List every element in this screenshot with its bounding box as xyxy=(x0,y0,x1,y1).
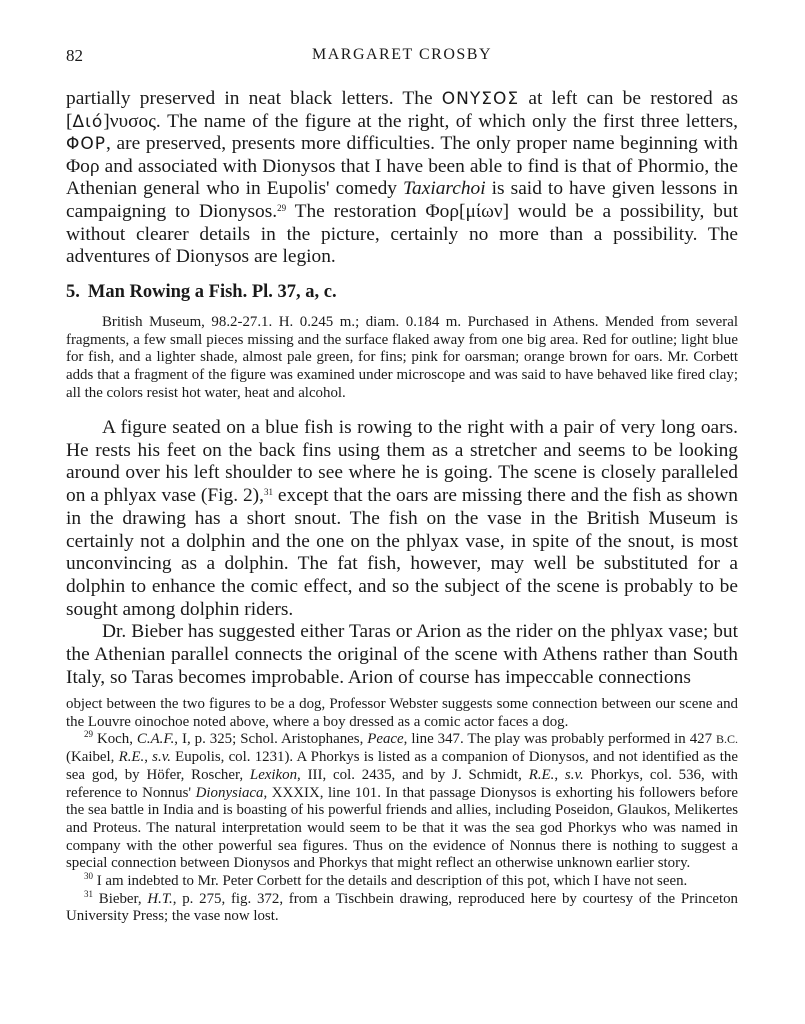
catalog-entry: British Museum, 98.2-27.1. H. 0.245 m.; diam. 0.184 m. Purchased in Athens. Mended from several fragments, a few small pieces missing and the surface flaked away from one big area. Red for outline; light blue for fish, and a lighter shade, almost pale green, for fins; pink for oarsman; orange brown for oars. Mr. Corbett adds that a fragment of the figure was examined under microscope and was said to have behaved like fired clay; all the colors resist hot water, heat and alcohol. xyxy=(66,314,738,401)
intro-text: is said to have given lessons in campaigning to Dionysos. xyxy=(66,178,738,222)
section-title: Man Rowing a Fish. Pl. 37, a, c. xyxy=(87,282,337,302)
footnote-text: (Kaibel, xyxy=(66,749,119,766)
body-text-run: except that the oars are missing there and the fish as shown in the drawing has a short snout. The fish on the vase in the British Museum is certainly not a dolphin and the one on the phlyax vase, in spite of the snout, is most unconvincing as a dolphin. The fat fish, however, may well be substituted for a dolphin to enhance the comic effect, and so the subject of the scene is probably to be sought among dolphin riders. xyxy=(66,485,739,620)
greek-word: Φορ xyxy=(66,155,100,177)
footnote-ref: 29 xyxy=(277,202,287,213)
footnote-carryover: object between the two figures to be a dog, Professor Webster suggests some connection between our scene and the Louvre oinochoe noted above, where a boy dressed as a comic actor faces a dog. xyxy=(66,696,738,730)
greek-word: Φορ[μίων] xyxy=(425,200,510,222)
body-text xyxy=(66,417,738,689)
work-title: Taxiarchoi xyxy=(403,178,486,200)
footnote-number: 29 xyxy=(84,729,93,740)
running-head: MARGARET CROSBY xyxy=(311,46,492,63)
footnote-text: B.C. xyxy=(716,732,739,747)
footnote-number: 30 xyxy=(84,871,93,882)
intro-paragraph xyxy=(66,88,738,269)
intro-text: . The name of the figure at the right, of which only the first three letters, xyxy=(155,110,738,132)
work-title: Dionysiaca xyxy=(195,784,264,801)
greek-word: ]νυσος xyxy=(103,110,156,132)
page-header xyxy=(66,46,738,70)
body-text-run: A figure seated on a blue fish is rowing to the right with a pair of very long oars. He rests his feet on the back fins using them as a stretcher and seems to be looking around over his left shoulder to see where he is going. The scene is closely paralleled on a phlyax vase (Fig. 2), xyxy=(66,417,738,507)
footnote-31 xyxy=(66,888,739,926)
citation-abbrev: s.v. xyxy=(564,766,584,783)
greek-restoration: Διό xyxy=(72,111,104,132)
citation-abbrev: C.A.F. xyxy=(136,731,175,748)
footnote-text: , I, p. 325; Schol. Aristophanes, xyxy=(174,731,368,748)
citation-abbrev: R.E. xyxy=(118,749,145,766)
intro-text: The restoration xyxy=(286,200,426,222)
intro-text: partially preserved in neat black letters. The xyxy=(66,88,442,109)
footnote-text: , line 347. The play was probably performed in 427 xyxy=(403,731,716,748)
intro-text: at left can be restored as [ xyxy=(66,88,738,132)
citation-abbrev: H.T. xyxy=(147,890,173,907)
footnote-text: Koch, xyxy=(93,731,137,748)
greek-inscription: ΦOP xyxy=(66,134,107,155)
footnote-text: , XXXIX, line 101. In that passage Dionysos is exhorting his followers before the sea battle in India and is boasting of his powerful friends and allies, including Poseidon, Glaukos, Melikertes and Proteus. The natural interpretation would seem to be that it was the sea god Phorkys who was named in company with the other powerful sea figures. Thus on the evidence of Nonnus there is nothing to suggest a special connection between Dionysos and Phorkys that might reflect an otherwise unknown earlier story. xyxy=(66,784,738,872)
section-number: 5. xyxy=(66,282,80,302)
greek-inscription: ONYΣOΣ xyxy=(441,89,520,109)
work-title: Peace xyxy=(367,731,404,748)
intro-text: and associated with Dionysos that I have been able to find is that of Phormio, the Athenian general who in Eupolis' comedy xyxy=(66,155,738,200)
citation-abbrev: R.E. xyxy=(528,766,555,783)
footnote-text: , xyxy=(144,749,153,766)
footnote-ref: 31 xyxy=(264,487,273,498)
footnote-number: 31 xyxy=(84,888,93,899)
body-paragraph: Dr. Bieber has suggested either Taras or Arion as the rider on the phlyax vase; but the Athenian parallel connects the original of the scene with Athens rather than South Italy, so Taras becomes improbable. Arion of course has impeccable connections xyxy=(66,621,738,688)
footnote-text: Phorkys, col. 536, with reference to Nonnus' xyxy=(66,766,738,801)
section-heading xyxy=(66,282,738,303)
footnote-text: I am indebted to Mr. Peter Corbett for the details and description of this pot, which I have not seen. xyxy=(93,873,688,890)
footnote-30 xyxy=(66,873,738,891)
intro-text: would be a possibility, but without clearer details in the picture, certainly no more than a possibility. The adventures of Dionysos are legion. xyxy=(66,200,738,268)
footnotes xyxy=(66,696,738,926)
footnote-text: , p. 275, fig. 372, from a Tischbein drawing, reproduced here by courtesy of the Princeton University Press; the vase now lost. xyxy=(66,890,739,925)
footnote-text: Eupolis, col. 1231). A Phorkys is listed as a companion of Dionysos, and not identified as the sea god, by Höfer, Roscher, xyxy=(66,749,738,783)
work-title: Lexikon xyxy=(249,766,298,783)
citation-abbrev: s.v. xyxy=(152,749,171,766)
body-paragraph xyxy=(66,417,738,621)
footnote-text: , xyxy=(554,766,565,783)
footnote-29 xyxy=(66,731,738,873)
page-number: 82 xyxy=(66,46,83,65)
footnote-text: Bieber, xyxy=(93,890,148,907)
footnote-text: , III, col. 2435, and by J. Schmidt, xyxy=(297,766,529,783)
intro-text: , are preserved, presents more difficulties. The only proper name beginning with xyxy=(106,133,738,155)
